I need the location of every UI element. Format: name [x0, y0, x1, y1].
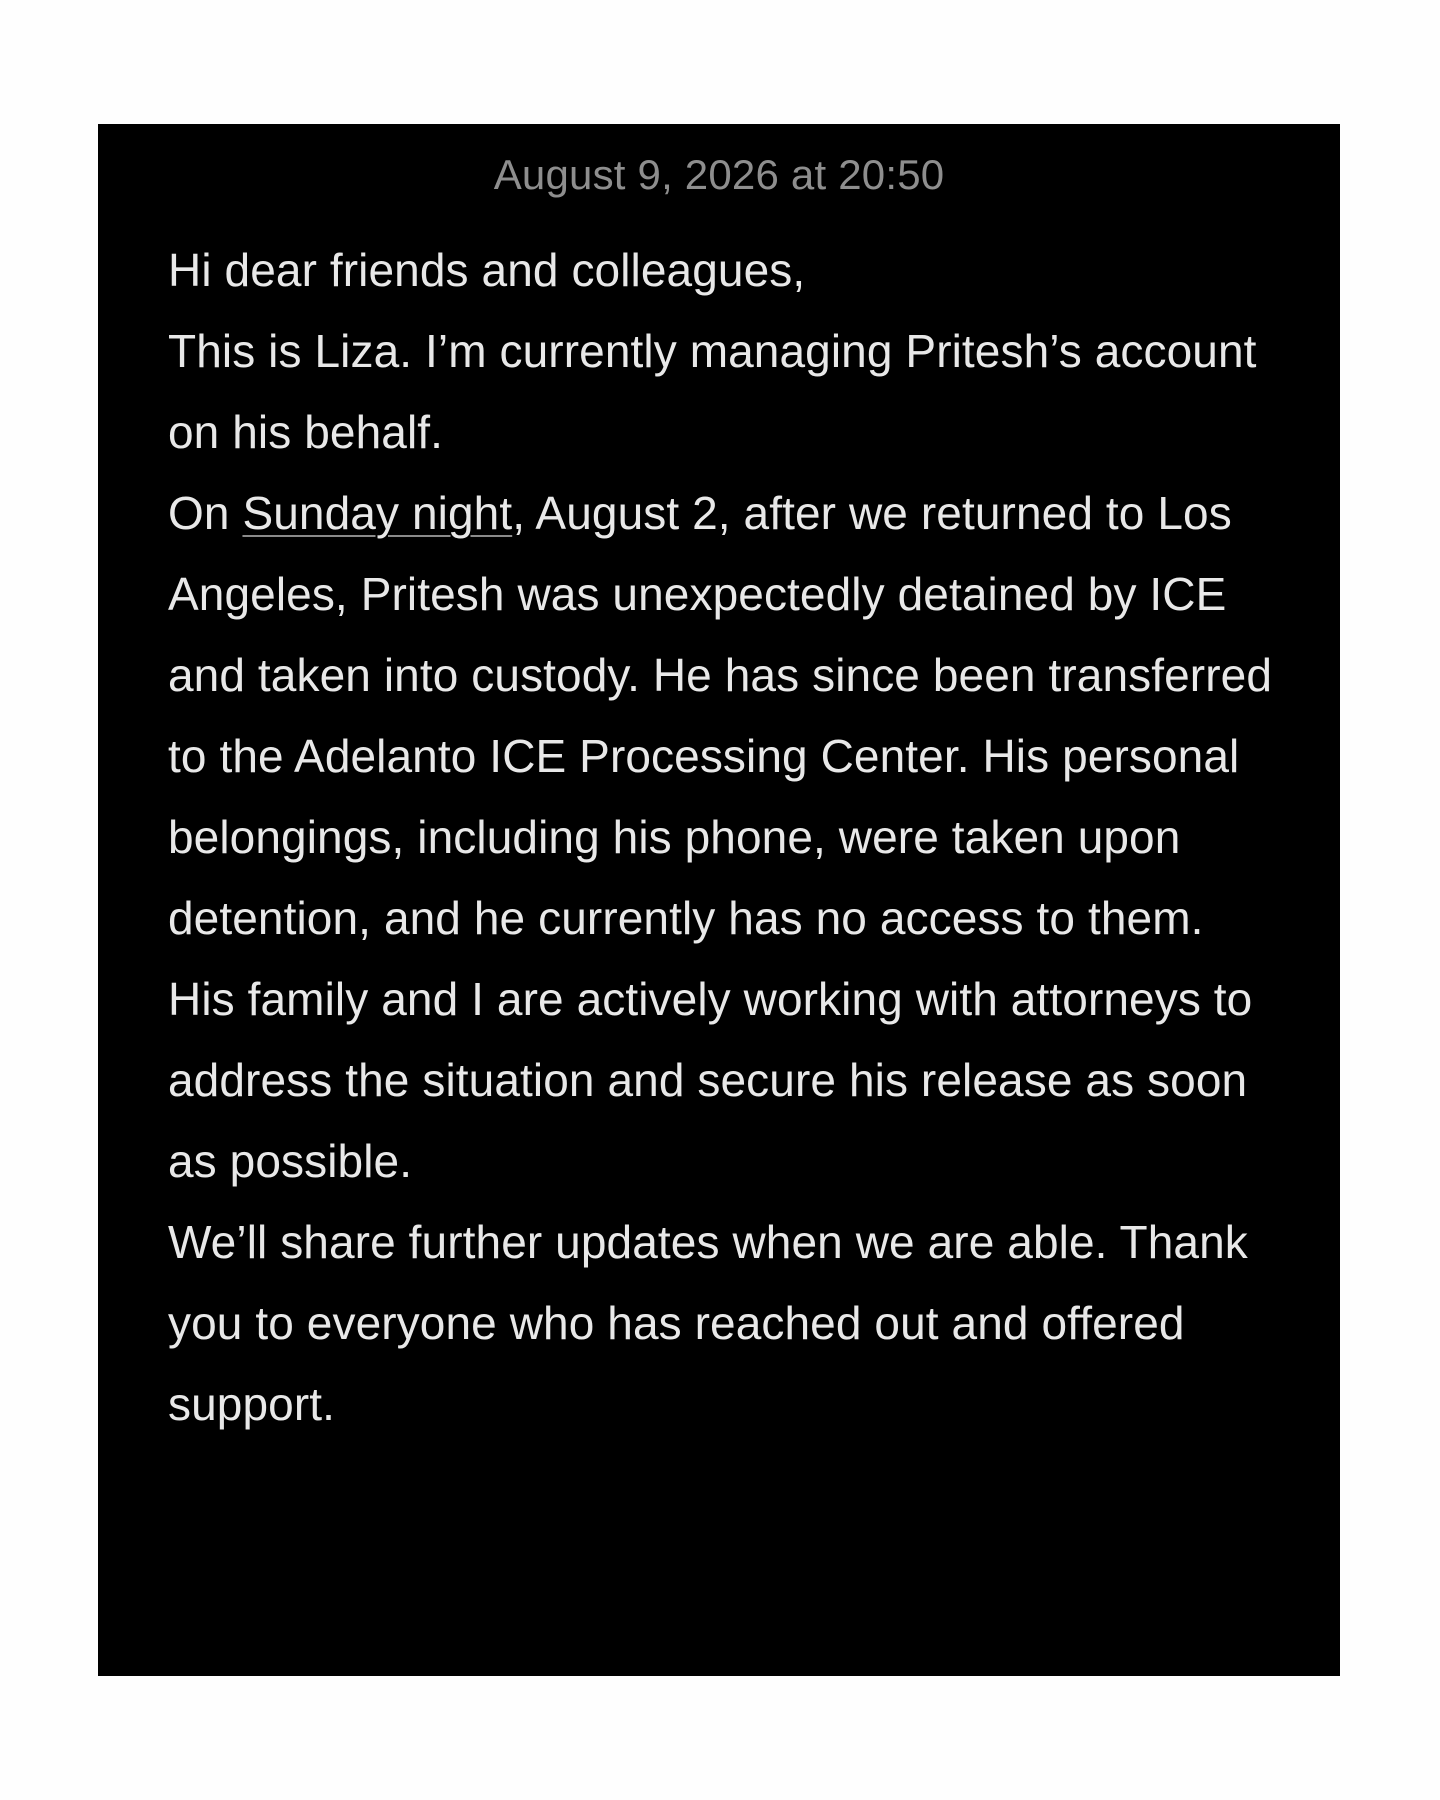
family-paragraph: His family and I are actively working with attorneys to address the situation and secure his release as soon as possible.: [168, 973, 1253, 1187]
intro-paragraph: This is Liza. I’m currently managing Pritesh’s account on his behalf.: [168, 325, 1257, 458]
detention-text: , August 2, after we returned to Los Angeles, Pritesh was unexpectedly detained by ICE and taken into custody. He has since been transferred to the Adelanto ICE Processing Center. His personal belongings, including his phone, were taken upon detention, and he currently has no access to them.: [168, 487, 1272, 944]
note-timestamp: August 9, 2026 at 20:50: [493, 151, 945, 198]
note-card: [98, 124, 1340, 1676]
closing-paragraph: We’ll share further updates when we are able. Thank you to everyone who has reached out and offered support.: [168, 1216, 1248, 1430]
greeting-line: Hi dear friends and colleagues,: [168, 244, 806, 296]
note-body[interactable]: [168, 230, 1298, 1445]
detention-paragraph: [168, 473, 1298, 959]
date-link-sunday-night[interactable]: Sunday night: [242, 487, 513, 539]
detention-prefix: On: [168, 487, 243, 539]
